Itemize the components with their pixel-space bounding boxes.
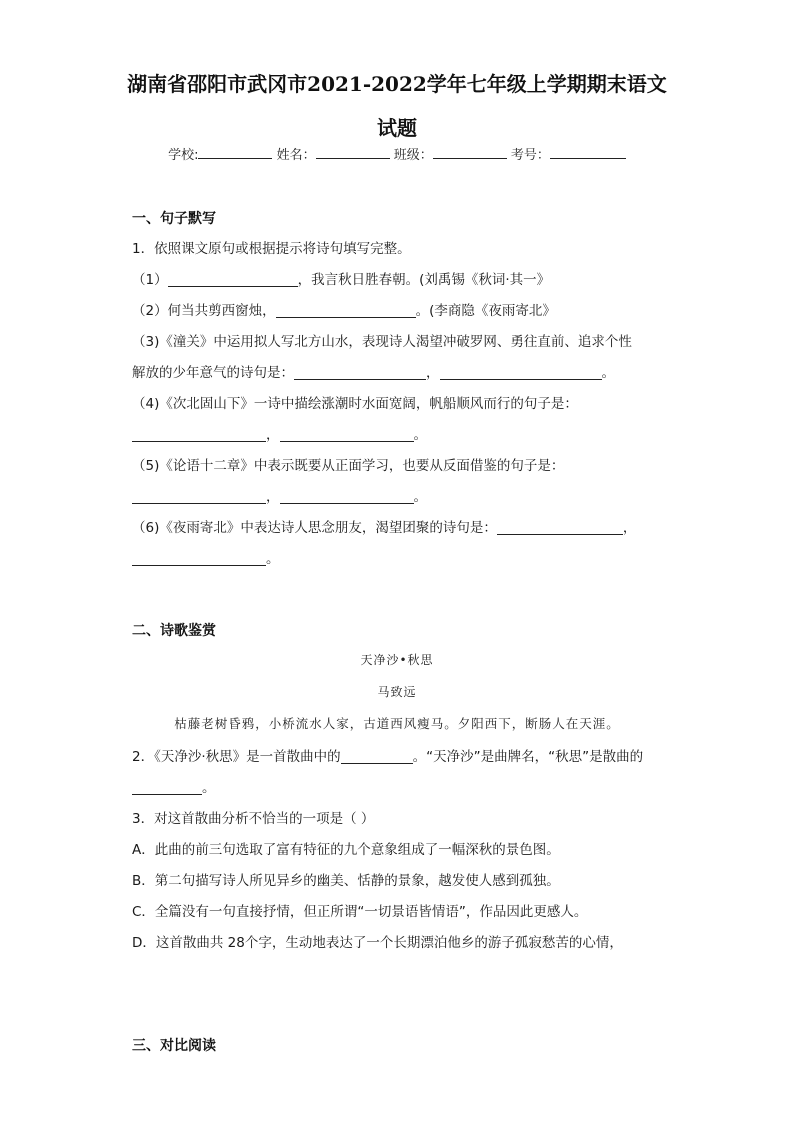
question-2-cont: 。 [132,776,672,796]
answer-blank[interactable] [440,364,602,380]
answer-blank[interactable] [132,488,266,504]
question-1-item-2: （2）何当共剪西窗烛， 。(李商隐《夜雨寄北》 [132,303,556,319]
question-1-item-4-cont: ， 。 [132,423,672,443]
student-info-row [0,144,794,163]
question-3-option-c[interactable]: C．全篇没有一句直接抒情，但正所谓“一切景语皆情语”，作品因此更感人。 [132,904,588,920]
question-1-item-5-cont: ， 。 [132,485,672,505]
section-heading-3: 三、对比阅读 [132,1038,216,1054]
exam-title-line1: 湖南省邵阳市武冈市2021-2022学年七年级上学期期末语文 [127,72,667,96]
answer-blank[interactable] [168,271,298,287]
number-label: 考号： [510,148,550,163]
answer-blank[interactable] [341,748,413,764]
answer-blank[interactable] [132,779,202,795]
question-1-item-3-cont: 解放的少年意气的诗句是： ， 。 [132,365,615,381]
answer-blank[interactable] [497,519,623,535]
poem-author: 马致远 [377,685,417,699]
poem-body: 枯藤老树昏鸦，小桥流水人家，古道西风瘦马。夕阳西下，断肠人在天涯。 [174,716,620,731]
question-3-stem: 3．对这首散曲分析不恰当的一项是（ ） [132,811,375,827]
answer-blank[interactable] [294,364,426,380]
question-1-item-3: （3)《潼关》中运用拟人写北方山水，表现诗人渴望冲破罗网、勇往直前、追求个性 [132,334,632,350]
answer-blank[interactable] [280,426,414,442]
poem-title: 天净沙•秋思 [360,653,434,667]
answer-blank[interactable] [132,550,266,566]
question-3-option-d[interactable]: D．这首散曲共 28个字，生动地表达了一个长期漂泊他乡的游子孤寂愁苦的心情， [132,935,623,951]
name-label: 姓名： [276,148,316,163]
number-blank[interactable] [550,144,626,159]
question-1-item-5: （5)《论语十二章》中表示既要从正面学习，也要从反面借鉴的句子是： [132,458,565,474]
class-blank[interactable] [433,144,507,159]
answer-blank[interactable] [276,302,416,318]
answer-blank[interactable] [132,426,266,442]
question-1-stem: 1．依照课文原句或根据提示将诗句填写完整。 [132,241,411,257]
answer-blank[interactable] [280,488,414,504]
question-3-option-a[interactable]: A．此曲的前三句选取了富有特征的九个意象组成了一幅深秋的景色图。 [132,842,560,858]
section-heading-1: 一、句子默写 [132,211,216,227]
exam-title-line2: 试题 [377,116,417,140]
question-1-item-1: （1） ，我言秋日胜春朝。(刘禹锡《秋词·其一》 [132,272,551,288]
name-blank[interactable] [316,144,390,159]
question-2: 2．《天净沙·秋思》是一首散曲中的 。“天净沙”是曲牌名，“秋思”是散曲的 [132,749,644,765]
question-1-item-6: （6)《夜雨寄北》中表达诗人思念朋友，渴望团聚的诗句是： ， [132,520,637,536]
class-label: 班级： [393,148,433,163]
question-1-item-6-cont: 。 [132,547,672,567]
section-heading-2: 二、诗歌鉴赏 [132,623,216,639]
school-blank[interactable] [198,144,272,159]
question-3-option-b[interactable]: B．第二句描写诗人所见异乡的幽美、恬静的景象，越发使人感到孤独。 [132,873,560,889]
question-1-item-4: （4)《次北固山下》一诗中描绘涨潮时水面宽阔，帆船顺风而行的句子是： [132,396,578,412]
school-label: 学校: [168,148,199,163]
